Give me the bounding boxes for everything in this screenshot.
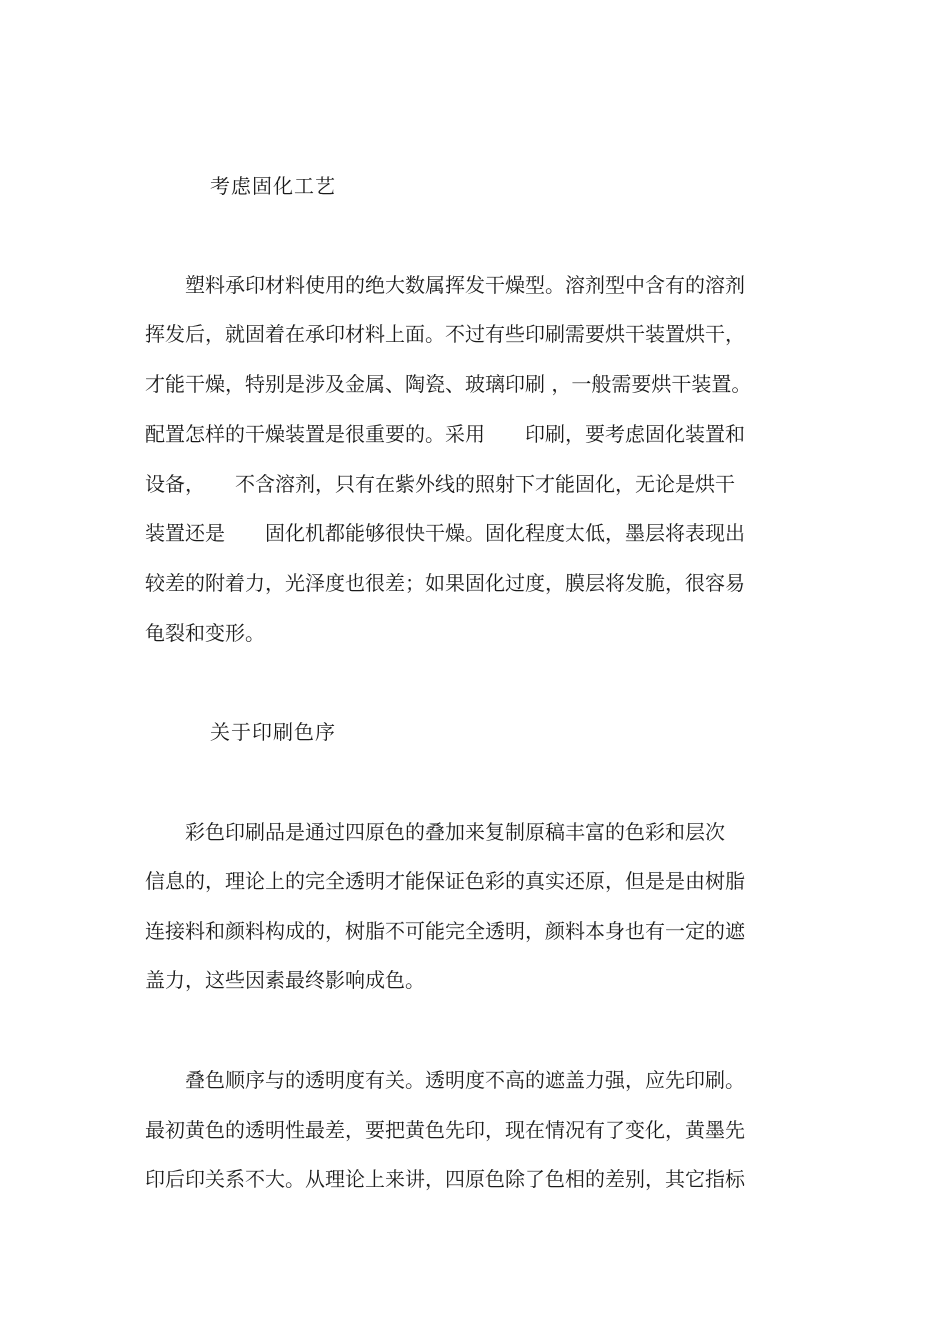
paragraph-line: 塑料承印材料使用的绝大数属挥发干燥型。溶剂型中含有的溶剂 [145,273,745,297]
paragraph-line: 印后印关系不大。从理论上来讲，四原色除了色相的差别，其它指标 [145,1167,745,1191]
section-heading-color-sequence: 关于印刷色序 [210,720,336,744]
section-heading-curing: 考虑固化工艺 [210,174,336,198]
paragraph-line: 信息的，理论上的完全透明才能保证色彩的真实还原，但是是由树脂 [145,869,745,893]
paragraph-line: 最初黄色的透明性最差，要把黄色先印，现在情况有了变化，黄墨先 [145,1118,745,1142]
paragraph-line: 装置还是 固化机都能够很快干燥。固化程度太低，墨层将表现出 [145,521,745,545]
paragraph-line: 较差的附着力，光泽度也很差；如果固化过度，膜层将发脆，很容易 [145,571,745,595]
paragraph-line: 彩色印刷品是通过四原色的叠加来复制原稿丰富的色彩和层次 [145,820,725,844]
paragraph-line: 设备， 不含溶剂，只有在紫外线的照射下才能固化，无论是烘干 [145,472,735,496]
paragraph-line: 盖力，这些因素最终影响成色。 [145,968,425,992]
paragraph-line: 龟裂和变形。 [145,621,265,645]
paragraph-line: 配置怎样的干燥装置是很重要的。采用 印刷，要考虑固化装置和 [145,422,745,446]
paragraph-line: 连接料和颜料构成的，树脂不可能完全透明，颜料本身也有一定的遮 [145,919,745,943]
paragraph-line: 才能干燥，特别是涉及金属、陶瓷、玻璃印刷 ，一般需要烘干装置。 [145,372,752,396]
paragraph-line: 挥发后，就固着在承印材料上面。不过有些印刷需要烘干装置烘干， [145,322,745,346]
paragraph-line: 叠色顺序与的透明度有关。透明度不高的遮盖力强，应先印刷。 [145,1068,745,1092]
